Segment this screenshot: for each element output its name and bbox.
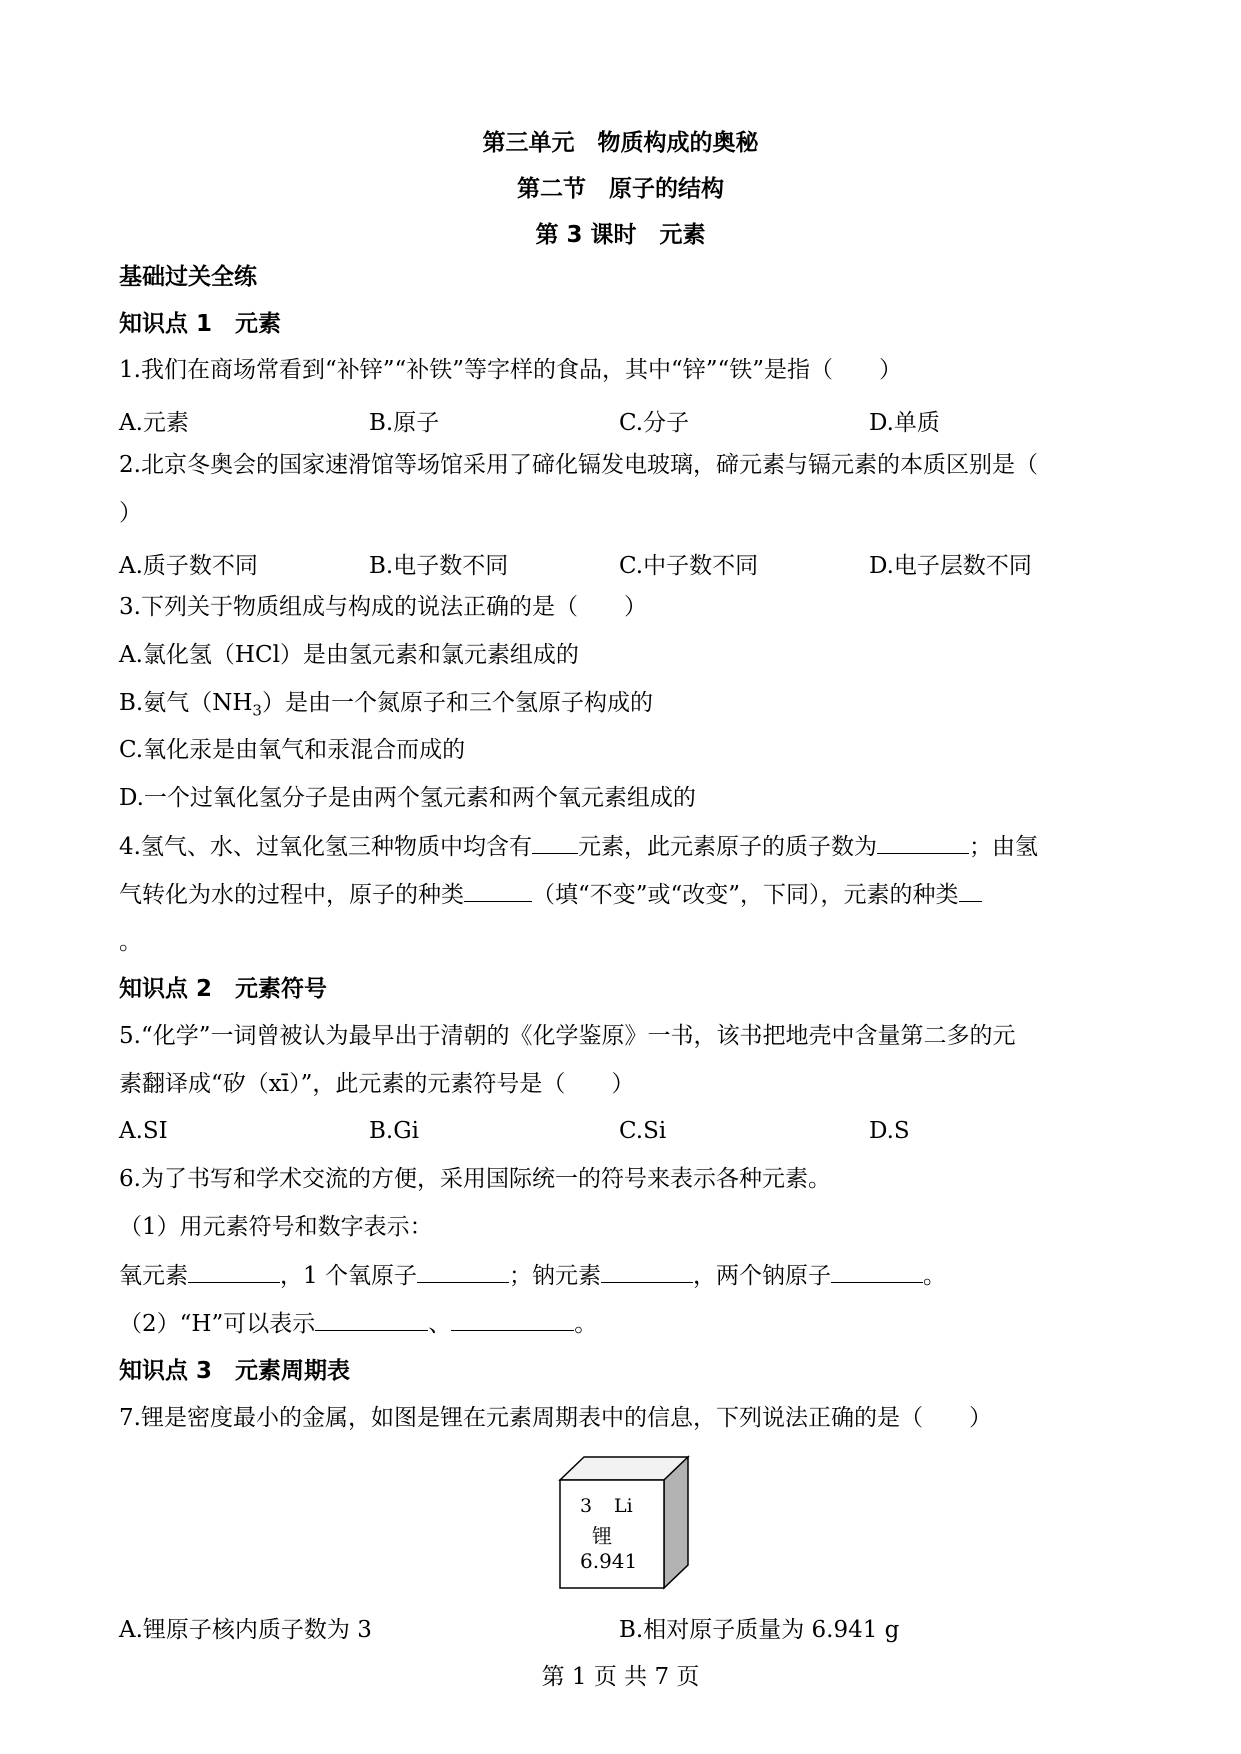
element-name: 锂 (592, 1524, 612, 1548)
q5-option-c: C.Si (619, 1118, 667, 1144)
q7-option-b: B.相对原子质量为 6.941 g (619, 1617, 900, 1643)
q6-text-oxygen-atom: ，1 个氧原子 (280, 1263, 417, 1289)
question-5-line2: 素翻译成“矽（xī）”，此元素的元素符号是（ ） (119, 1071, 635, 1097)
q5-option-a: A.SI (119, 1118, 168, 1144)
question-4-line2 (119, 881, 982, 910)
periodic-table-cell-figure (558, 1455, 693, 1594)
q4-text-1: 4.氢气、水、过氧化氢三种物质中均含有 (119, 834, 532, 860)
section-title: 第二节 原子的结构 (517, 176, 724, 202)
q6-part-1: （1）用元素符号和数字表示： (119, 1214, 433, 1240)
page-number-footer: 第 1 页 共 7 页 (541, 1664, 700, 1690)
q4-blank-element[interactable] (532, 833, 578, 854)
q4-text-3: ；由氢 (968, 834, 1038, 860)
q6-text-oxygen-element: 氧元素 (119, 1263, 188, 1289)
q5-option-d: D.S (869, 1118, 910, 1144)
atomic-number: 3 (580, 1495, 593, 1517)
question-6-stem: 6.为了书写和学术交流的方便，采用国际统一的符号来表示各种元素。 (119, 1166, 831, 1192)
q3-option-c: C.氧化汞是由氧气和汞混合而成的 (119, 737, 466, 763)
q4-blank-atom-kind[interactable] (464, 881, 532, 902)
q2-option-d: D.电子层数不同 (869, 553, 1032, 579)
question-7-stem: 7.锂是密度最小的金属，如图是锂在元素周期表中的信息，下列说法正确的是（ ） (119, 1405, 992, 1431)
question-5-line1: 5.“化学”一词曾被认为最早出于清朝的《化学鉴原》一书，该书把地壳中含量第二多的元 (119, 1023, 1016, 1049)
q6-part-2-sep: 、 (428, 1311, 452, 1337)
q6-text-end: 。 (922, 1263, 946, 1289)
q3-option-b-suffix: ）是由一个氮原子和三个氢原子构成的 (261, 690, 653, 716)
q6-blank-oxygen-element[interactable] (188, 1262, 280, 1283)
q1-option-b: B.原子 (369, 410, 440, 436)
relative-atomic-mass: 6.941 (580, 1549, 638, 1573)
q4-blank-proton-number[interactable] (877, 833, 969, 854)
q6-blank-sodium-atoms[interactable] (831, 1262, 923, 1283)
q5-option-b: B.Gi (369, 1118, 419, 1144)
q6-blank-oxygen-atom[interactable] (417, 1262, 509, 1283)
unit-title: 第三单元 物质构成的奥秘 (482, 130, 759, 156)
q4-text-5: （填“不变”或“改变”，下同），元素的种类 (532, 882, 959, 908)
q4-text-4: 气转化为水的过程中，原子的种类 (119, 882, 464, 908)
knowledge-point-3: 知识点 3 元素周期表 (119, 1358, 351, 1384)
q4-text-2: 元素，此元素原子的质子数为 (577, 834, 877, 860)
question-2-stem-line2: ） (119, 500, 142, 526)
q1-option-a: A.元素 (119, 410, 189, 436)
question-3-stem: 3.下列关于物质组成与构成的说法正确的是（ ） (119, 594, 647, 620)
q6-part-2-text: （2）“H”可以表示 (119, 1311, 316, 1337)
q3-option-b (119, 690, 653, 720)
q6-part-2 (119, 1310, 597, 1339)
question-2-stem-line1: 2.北京冬奥会的国家速滑馆等场馆采用了碲化镉发电玻璃，碲元素与镉元素的本质区别是（ (119, 452, 1038, 478)
q3-option-b-subscript: 3 (252, 701, 262, 720)
q6-blank-sodium-element[interactable] (601, 1262, 693, 1283)
q1-option-d: D.单质 (869, 410, 940, 436)
q6-text-sodium-element: ；钠元素 (508, 1263, 601, 1289)
element-symbol: Li (614, 1495, 633, 1517)
q6-text-sodium-atoms: ，两个钠原子 (692, 1263, 831, 1289)
practice-title: 基础过关全练 (119, 264, 257, 290)
q6-part-2-end: 。 (574, 1311, 598, 1337)
knowledge-point-2: 知识点 2 元素符号 (119, 976, 328, 1002)
q6-blank-h-meaning-2[interactable] (451, 1310, 574, 1331)
q3-option-d: D.一个过氧化氢分子是由两个氢元素和两个氧元素组成的 (119, 785, 696, 811)
knowledge-point-1: 知识点 1 元素 (119, 311, 282, 337)
q2-option-a: A.质子数不同 (119, 553, 258, 579)
q4-blank-element-kind[interactable] (959, 881, 982, 902)
question-4-line3: 。 (119, 929, 142, 955)
q1-option-c: C.分子 (619, 410, 690, 436)
q3-option-a: A.氯化氢（HCl）是由氢元素和氯元素组成的 (119, 642, 579, 668)
q2-option-c: C.中子数不同 (619, 553, 759, 579)
q6-blank-h-meaning-1[interactable] (315, 1310, 428, 1331)
q7-option-a: A.锂原子核内质子数为 3 (119, 1617, 372, 1643)
question-1-stem: 1.我们在商场常看到“补锌”“补铁”等字样的食品，其中“锌”“铁”是指（ ） (119, 357, 903, 383)
lesson-title: 第 3 课时 元素 (535, 222, 706, 248)
q3-option-b-prefix: B.氨气（NH (119, 690, 253, 716)
q2-option-b: B.电子数不同 (369, 553, 509, 579)
q6-part-1-fill (119, 1262, 946, 1291)
question-4-line1 (119, 833, 1038, 862)
